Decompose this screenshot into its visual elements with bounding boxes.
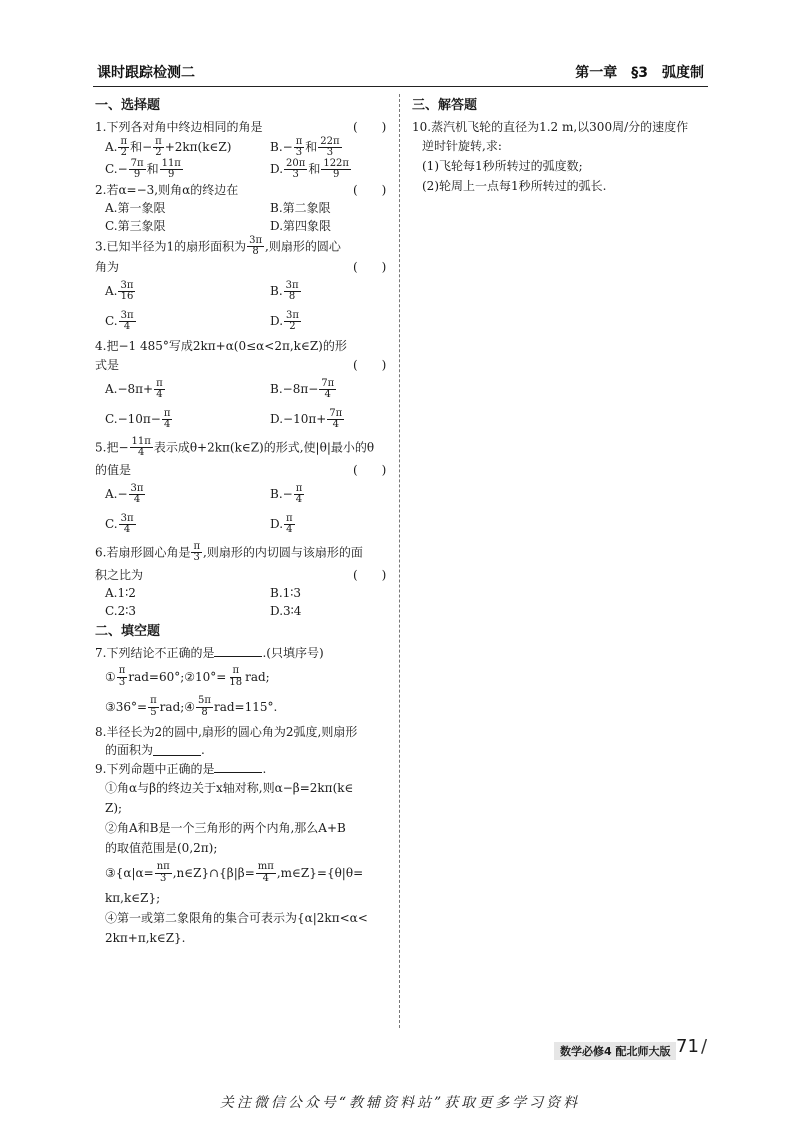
statement-line: ① $\frac{\pi}{3}$ rad=60°;②10°= $\frac{\pi}{18}$ rad; <box>105 665 270 688</box>
option-b: B.1∶3 <box>270 586 302 601</box>
question-stem-cont: 逆时针旋转,求: <box>422 139 502 154</box>
section-title-fill: 二、填空题 <box>95 623 161 639</box>
answer-bracket: ( ) <box>353 462 387 477</box>
question-stem: 1.下列各对角中终边相同的角是 <box>95 119 263 134</box>
handwritten-note: 关注微信公众号“教辅资料站”获取更多学习资料 <box>219 1095 581 1111</box>
question-stem: 7.下列结论不正确的是 .(只填序号) <box>95 645 324 660</box>
option-c: C.第三象限 <box>105 219 166 234</box>
statement-line: 的取值范围是(0,2π); <box>105 841 218 855</box>
statement-line: ③36°= $\frac{\pi}{5}$ rad;④ $\frac{5\pi}{8}$ rad=115°. <box>105 695 278 718</box>
question-4 <box>95 337 395 435</box>
fraction: $\frac{3\pi}{4}$ <box>120 512 134 536</box>
sub-question-2: (2)轮周上一点每1秒所转过的弧长. <box>422 179 607 194</box>
answer-blank[interactable] <box>214 762 262 773</box>
fraction: $\frac{7\pi}{4}$ <box>321 377 335 401</box>
fraction: $\frac{\pi}{4}$ <box>295 482 303 506</box>
fraction: $\frac{7\pi}{9}$ <box>130 157 144 181</box>
question-stem: 5.把− $\frac{11\pi}{4}$ 表示成θ+2kπ(k∈Z)的形式,使|θ|最小的θ <box>95 435 375 459</box>
fraction: $\frac{m\pi}{4}$ <box>257 861 274 884</box>
page-number: 71 <box>676 1036 699 1057</box>
fraction: $\frac{\pi}{3}$ <box>118 665 126 688</box>
option-d: D. $\frac{20\pi}{3}$ 和 $\frac{122\pi}{9}$ <box>270 157 349 181</box>
question-stem-cont: 的面积为 . <box>105 743 205 757</box>
page-slash: / <box>701 1036 708 1057</box>
fraction: $\frac{\pi}{2}$ <box>155 135 162 159</box>
left-column <box>95 95 395 948</box>
fraction: $\frac{\pi}{4}$ <box>286 512 293 536</box>
option-a: A.1∶2 <box>105 586 136 601</box>
option-a: A.−8π+ $\frac{\pi}{4}$ <box>105 377 163 401</box>
answer-blank[interactable] <box>153 745 201 756</box>
header-rule <box>93 86 708 87</box>
fraction: $\frac{3\pi}{4}$ <box>130 482 144 506</box>
option-b: B.− $\frac{\pi}{3}$ 和 $\frac{22\pi}{3}$ <box>270 135 340 159</box>
fraction: $\frac{5\pi}{8}$ <box>198 695 211 718</box>
question-1 <box>95 118 395 181</box>
fraction: $\frac{\pi}{3}$ <box>193 540 201 564</box>
statement-line: 2kπ+π,k∈Z}. <box>105 931 186 945</box>
fraction: $\frac{3\pi}{16}$ <box>120 279 134 303</box>
option-d: D. $\frac{\pi}{4}$ <box>270 512 293 536</box>
option-b: B.第二象限 <box>270 201 331 216</box>
question-stem: 4.把−1 485°写成2kπ+α(0≤α<2π,k∈Z)的形 <box>95 338 347 353</box>
question-stem-cont: 角为 <box>95 259 120 274</box>
question-9 <box>95 759 395 948</box>
fraction: $\frac{3\pi}{2}$ <box>286 309 299 333</box>
statement-line: ③{α|α= $\frac{n\pi}{3}$ ,n∈Z}∩{β|β= $\frac{m\pi}{4}$ ,m∈Z}={θ|θ= <box>105 861 364 884</box>
fraction: $\frac{122\pi}{9}$ <box>323 157 349 181</box>
option-c: C.2∶3 <box>105 604 136 619</box>
option-b: B. $\frac{3\pi}{8}$ <box>270 279 299 303</box>
question-stem: 8.半径长为2的圆中,扇形的圆心角为2弧度,则扇形 <box>95 724 358 739</box>
option-b: B.− $\frac{\pi}{4}$ <box>270 482 303 506</box>
question-6 <box>95 540 395 621</box>
question-5 <box>95 435 395 540</box>
sub-question-1: (1)飞轮每1秒所转过的弧度数; <box>422 159 583 174</box>
right-column <box>412 95 710 197</box>
fraction: $\frac{3\pi}{8}$ <box>285 279 299 303</box>
option-a: A.第一象限 <box>105 201 166 216</box>
answer-bracket: ( ) <box>353 182 387 197</box>
option-d: D.−10π+ $\frac{7\pi}{4}$ <box>270 407 343 431</box>
fraction: $\frac{11\pi}{9}$ <box>161 157 181 181</box>
fraction: $\frac{7\pi}{4}$ <box>329 407 343 431</box>
fraction: $\frac{n\pi}{3}$ <box>156 861 170 884</box>
question-stem-cont: 式是 <box>95 357 120 372</box>
fraction: $\frac{\pi}{3}$ <box>295 135 303 159</box>
question-2 <box>95 181 395 236</box>
question-stem-cont: 积之比为 <box>95 567 144 582</box>
option-c: C.−10π− $\frac{\pi}{4}$ <box>105 407 171 431</box>
answer-bracket: ( ) <box>353 357 387 372</box>
option-a: A. $\frac{3\pi}{16}$ <box>105 279 134 303</box>
statement-line: Z); <box>105 801 123 815</box>
option-d: D.3∶4 <box>270 604 302 619</box>
question-7 <box>95 643 395 722</box>
option-c: C.− $\frac{7\pi}{9}$ 和 $\frac{11\pi}{9}$ <box>105 157 181 181</box>
answer-bracket: ( ) <box>353 567 387 582</box>
question-stem: 3.已知半径为1的扇形面积为 $\frac{3\pi}{8}$ ,则扇形的圆心 <box>95 234 341 258</box>
option-d: D.第四象限 <box>270 219 332 234</box>
section-title-choice: 一、选择题 <box>95 98 161 113</box>
question-8 <box>95 722 395 759</box>
statement-line: ④第一或第二象限角的集合可表示为{α|2kπ<α< <box>105 911 368 925</box>
option-d: D. $\frac{3\pi}{2}$ <box>270 309 299 333</box>
statement-line: ②角A和B是一个三角形的两个内角,那么A+B <box>105 821 346 835</box>
fraction: $\frac{20\pi}{3}$ <box>286 157 306 181</box>
statement-line: ①角α与β的终边关于x轴对称,则α−β=2kπ(k∈ <box>105 781 354 795</box>
answer-blank[interactable] <box>214 646 262 657</box>
fraction: $\frac{\pi}{5}$ <box>150 695 157 718</box>
fraction: $\frac{22\pi}{3}$ <box>320 135 340 159</box>
question-stem: 2.若α=−3,则角α的终边在 <box>95 182 239 197</box>
question-stem: 6.若扇形圆心角是 $\frac{\pi}{3}$ ,则扇形的内切圆与该扇形的面 <box>95 540 363 564</box>
question-10 <box>412 118 710 197</box>
option-c: C. $\frac{3\pi}{4}$ <box>105 512 134 536</box>
question-stem-cont: 的值是 <box>95 462 132 477</box>
fraction: $\frac{11\pi}{4}$ <box>131 435 151 459</box>
fraction: $\frac{3\pi}{8}$ <box>249 234 263 258</box>
fraction: $\frac{\pi}{4}$ <box>156 377 163 401</box>
question-stem: 10.蒸汽机飞轮的直径为1.2 m,以300周/分的速度作 <box>412 119 689 134</box>
fraction: $\frac{\pi}{2}$ <box>120 135 128 159</box>
fraction: $\frac{\pi}{4}$ <box>163 407 171 431</box>
section-title-answer: 三、解答题 <box>412 98 478 113</box>
question-stem: 9.下列命题中正确的是 . <box>95 761 267 776</box>
option-c: C. $\frac{3\pi}{4}$ <box>105 309 134 333</box>
fraction: $\frac{\pi}{18}$ <box>229 665 243 688</box>
question-3 <box>95 236 395 337</box>
answer-bracket: ( ) <box>353 259 387 274</box>
option-a: A. $\frac{\pi}{2}$ 和− $\frac{\pi}{2}$ +2kπ(k∈Z) <box>105 135 232 159</box>
book-label: 数学必修4 配北师大版 <box>554 1042 676 1060</box>
answer-bracket: ( ) <box>353 119 387 134</box>
page-header-chapter: 第一章 §3 弧度制 <box>575 65 704 81</box>
option-a: A.− $\frac{3\pi}{4}$ <box>105 482 144 506</box>
fraction: $\frac{3\pi}{4}$ <box>120 309 134 333</box>
option-b: B.−8π− $\frac{7\pi}{4}$ <box>270 377 335 401</box>
page-header-title: 课时跟踪检测二 <box>97 65 195 81</box>
statement-line: kπ,k∈Z}; <box>105 891 161 905</box>
